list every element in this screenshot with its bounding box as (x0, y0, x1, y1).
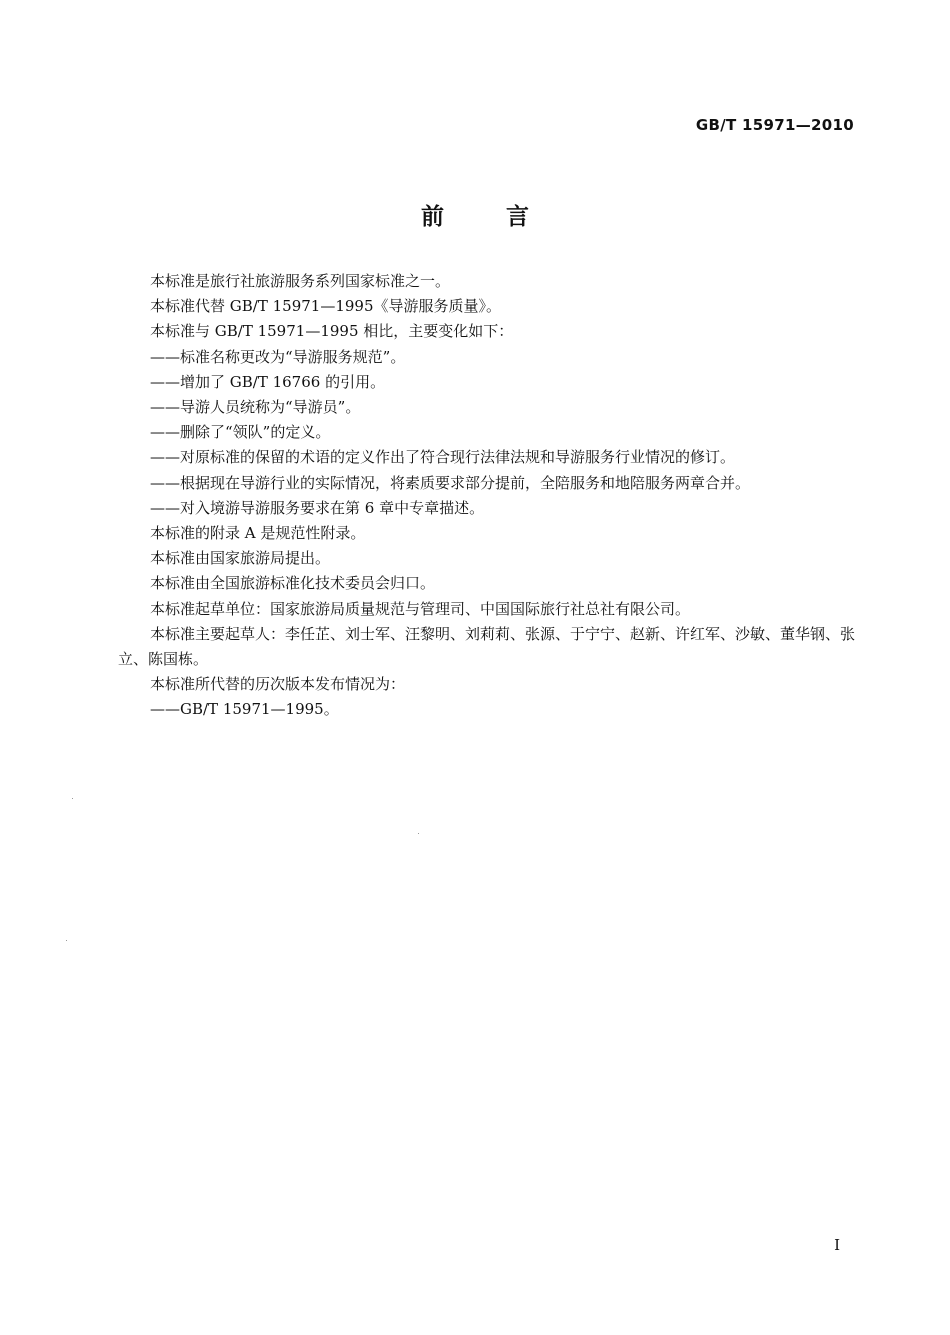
scan-speck (66, 940, 67, 941)
paragraph: 本标准由全国旅游标准化技术委员会归口。 (150, 574, 436, 593)
page-title: 前言 (421, 204, 591, 230)
list-item: ——GB/T 15971—1995。 (150, 700, 339, 719)
paragraph: 本标准与 GB/T 15971—1995 相比，主要变化如下： (150, 322, 514, 341)
list-item: ——标准名称更改为“导游服务规范”。 (150, 347, 406, 366)
standard-number: GB/T 15971—2010 (695, 116, 854, 134)
page-number: I (834, 1236, 840, 1254)
paragraph: 本标准是旅行社旅游服务系列国家标准之一。 (150, 272, 451, 290)
list-item: ——增加了 GB/T 16766 的引用。 (150, 372, 386, 391)
list-item: ——根据现在导游行业的实际情况，将素质要求部分提前，全陪服务和地陪服务两章合并。 (150, 473, 751, 492)
paragraph: 本标准的附录 A 是规范性附录。 (150, 524, 366, 543)
foreword-body (118, 269, 860, 723)
paragraph: 本标准主要起草人：李任芷、刘士军、汪黎明、刘莉莉、张源、于宁宁、赵新、许红军、沙敏、董华钢、张立、陈国栋。 (118, 624, 856, 669)
scan-speck (418, 833, 419, 834)
list-item: ——导游人员统称为“导游员”。 (150, 398, 361, 417)
paragraph: 本标准所代替的历次版本发布情况为： (150, 675, 406, 694)
list-item: ——删除了“领队”的定义。 (150, 423, 331, 442)
paragraph: 本标准由国家旅游局提出。 (150, 549, 331, 568)
list-item: ——对原标准的保留的术语的定义作出了符合现行法律法规和导游服务行业情况的修订。 (150, 448, 736, 467)
paragraph: 本标准起草单位：国家旅游局质量规范与管理司、中国国际旅行社总社有限公司。 (150, 599, 691, 618)
list-item: ——对入境游导游服务要求在第 6 章中专章描述。 (150, 498, 485, 517)
paragraph: 本标准代替 GB/T 15971—1995《导游服务质量》。 (150, 297, 501, 316)
scan-speck (72, 798, 73, 799)
